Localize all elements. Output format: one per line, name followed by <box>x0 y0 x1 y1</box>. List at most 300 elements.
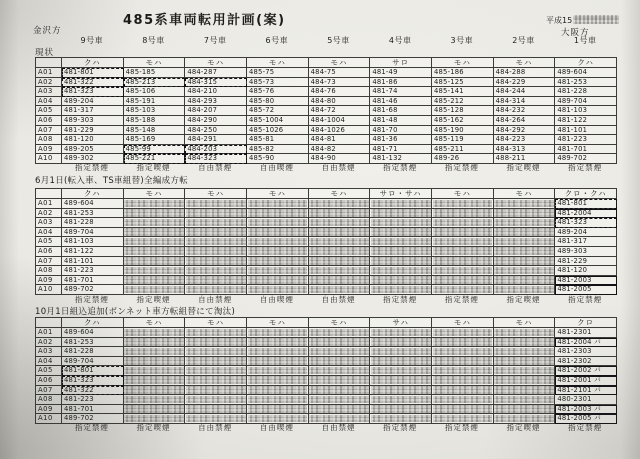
smoking-label: 指定禁煙 <box>444 295 479 304</box>
redacted-cell <box>124 218 186 228</box>
car-type-header: モハ <box>494 58 556 68</box>
redaction-mosaic <box>433 386 493 394</box>
car-cell: 484-292 <box>494 126 556 136</box>
smoking-label: 自由禁煙 <box>198 295 233 304</box>
redacted-cell <box>432 237 494 247</box>
redaction-mosaic <box>371 209 431 217</box>
car-number-label: 7号車 <box>203 36 227 45</box>
redacted-cell <box>247 285 309 295</box>
car-cell: 484-1004 <box>309 116 371 126</box>
redaction-mosaic <box>248 219 308 227</box>
smoking-label: 指定喫煙 <box>136 295 171 304</box>
redacted-cell <box>309 228 371 238</box>
redaction-mosaic <box>309 338 369 346</box>
car-cell: 489-702 <box>62 414 124 424</box>
car-cell: 481-228 <box>62 347 124 357</box>
row-label: A06 <box>36 247 62 257</box>
redacted-cell <box>494 257 556 267</box>
section-label-october: 10月1日組込追加(ボンネット車方転組替にて淘汰) <box>35 307 236 317</box>
car-cell: 481-229 <box>62 126 124 136</box>
car-type-header: サロ <box>370 58 432 68</box>
redaction-mosaic <box>494 329 554 337</box>
redacted-cell <box>309 285 371 295</box>
redacted-cell <box>494 395 556 405</box>
car-cell: 481-101 <box>555 126 617 136</box>
redaction-mosaic <box>248 329 308 337</box>
redacted-cell <box>247 228 309 238</box>
car-type-header: モハ <box>124 318 186 328</box>
row-label: A03 <box>36 347 62 357</box>
smoking-label: 指定禁煙 <box>74 163 109 172</box>
row-label: A04 <box>36 97 62 107</box>
redaction-mosaic <box>371 396 431 404</box>
redacted-cell <box>247 338 309 348</box>
redacted-cell <box>309 209 371 219</box>
redacted-cell <box>247 237 309 247</box>
car-cell: 485-82 <box>247 145 309 155</box>
redaction-mosaic <box>433 348 493 356</box>
redaction-mosaic <box>186 367 246 375</box>
redacted-cell <box>247 209 309 219</box>
redaction-mosaic <box>309 405 369 413</box>
redaction-mosaic <box>248 257 308 265</box>
redacted-cell <box>309 357 371 367</box>
redacted-cell <box>185 209 247 219</box>
car-cell: 484-291 <box>185 135 247 145</box>
redaction-mosaic <box>248 209 308 217</box>
redacted-cell <box>432 199 494 209</box>
direction-label-osaka: 大阪方 <box>561 28 590 38</box>
redacted-cell <box>247 266 309 276</box>
car-cell: 485-162 <box>432 116 494 126</box>
redaction-mosaic <box>433 238 493 246</box>
car-cell: 481-122 <box>62 247 124 257</box>
redaction-mosaic <box>186 209 246 217</box>
car-cell: 489-604 <box>62 199 124 209</box>
row-label: A02 <box>36 338 62 348</box>
car-cell: 481-2301 <box>555 328 617 338</box>
redacted-cell <box>247 395 309 405</box>
redacted-cell <box>124 257 186 267</box>
redaction-mosaic <box>433 329 493 337</box>
redaction-mosaic <box>186 376 246 384</box>
redacted-cell <box>124 376 186 386</box>
june-formation-table <box>35 188 617 295</box>
redaction-mosaic <box>371 228 431 236</box>
redacted-cell <box>124 209 186 219</box>
row-label: A03 <box>36 218 62 228</box>
redacted-cell <box>494 247 556 257</box>
redaction-mosaic <box>494 247 554 255</box>
redacted-cell <box>494 386 556 396</box>
smoking-row-spacer <box>35 423 61 433</box>
smoking-row-june <box>35 295 616 305</box>
row-label: A10 <box>36 154 62 164</box>
car-cell: 484-293 <box>185 97 247 107</box>
redacted-cell <box>432 405 494 415</box>
redacted-cell <box>124 228 186 238</box>
redaction-mosaic <box>371 219 431 227</box>
car-cell: 481-701 <box>62 276 124 286</box>
redaction-mosaic <box>494 238 554 246</box>
redaction-mosaic <box>371 348 431 356</box>
redaction-mosaic <box>248 286 308 294</box>
redaction-mosaic <box>433 276 493 284</box>
redacted-cell <box>309 347 371 357</box>
car-cell: 485-185 <box>124 68 186 78</box>
redaction-mosaic <box>248 357 308 365</box>
current-formation-table <box>35 57 617 164</box>
smoking-label: 指定喫煙 <box>136 163 171 172</box>
redacted-cell <box>370 386 432 396</box>
redacted-cell <box>247 218 309 228</box>
row-label: A09 <box>36 145 62 155</box>
redaction-mosaic <box>494 209 554 217</box>
smoking-label: 自由禁煙 <box>321 295 356 304</box>
redacted-cell <box>370 395 432 405</box>
car-cell: 485-212 <box>432 97 494 107</box>
redaction-mosaic <box>248 228 308 236</box>
redaction-mosaic <box>494 286 554 294</box>
document-title: 485系車両転用計画(案) <box>123 13 286 28</box>
car-cell: 481-223 <box>62 395 124 405</box>
car-cell: 481-317 <box>555 237 617 247</box>
row-label: A10 <box>36 285 62 295</box>
smoking-row-october <box>35 423 616 433</box>
redaction-mosaic <box>433 338 493 346</box>
car-number-label: 4号車 <box>388 36 412 45</box>
car-cell: 484-82 <box>309 145 371 155</box>
redaction-mosaic <box>124 338 184 346</box>
redaction-mosaic <box>248 267 308 275</box>
redaction-mosaic <box>494 348 554 356</box>
redacted-cell <box>124 199 186 209</box>
redaction-mosaic <box>371 257 431 265</box>
smoking-label: 指定禁煙 <box>568 295 603 304</box>
redacted-cell <box>432 209 494 219</box>
car-cell: 481-2003 バ <box>555 405 617 415</box>
car-cell: 489-704 <box>62 357 124 367</box>
car-cell: 485-1004 <box>247 116 309 126</box>
redacted-cell <box>124 276 186 286</box>
car-cell: 481-223 <box>555 135 617 145</box>
redacted-cell <box>432 285 494 295</box>
redacted-cell <box>494 328 556 338</box>
redacted-cell <box>185 285 247 295</box>
car-cell: 481-2005 バ <box>555 414 617 424</box>
redacted-cell <box>309 405 371 415</box>
smoking-label: 指定禁煙 <box>568 163 603 172</box>
car-cell: 484-1026 <box>309 126 371 136</box>
redaction-mosaic <box>309 357 369 365</box>
car-type-header: モハ <box>185 58 247 68</box>
car-cell: 485-99 <box>124 145 186 155</box>
smoking-label: 指定禁煙 <box>383 423 418 432</box>
car-type-header: モハ <box>494 318 556 328</box>
redaction-mosaic <box>371 415 431 423</box>
car-cell: 481-120 <box>62 135 124 145</box>
redaction-mosaic <box>433 286 493 294</box>
redaction-mosaic <box>309 200 369 208</box>
redacted-cell <box>494 199 556 209</box>
redacted-cell <box>432 347 494 357</box>
car-cell: 489-302 <box>62 154 124 164</box>
redacted-cell <box>494 218 556 228</box>
car-cell: 484-264 <box>494 116 556 126</box>
redaction-mosaic <box>371 367 431 375</box>
car-cell: 485-119 <box>432 135 494 145</box>
redaction-mosaic <box>371 276 431 284</box>
smoking-label: 自由喫煙 <box>259 295 294 304</box>
car-type-header: クハ <box>62 318 124 328</box>
redaction-mosaic <box>309 376 369 384</box>
car-cell: 481-323 <box>62 376 124 386</box>
car-type-header: モハ <box>494 189 556 199</box>
smoking-label: 自由喫煙 <box>259 163 294 172</box>
car-cell: 481-49 <box>370 68 432 78</box>
redacted-cell <box>309 237 371 247</box>
car-type-header: モハ <box>185 189 247 199</box>
redaction-mosaic <box>309 329 369 337</box>
row-label: A07 <box>36 257 62 267</box>
redaction-mosaic <box>124 228 184 236</box>
redaction-mosaic <box>309 367 369 375</box>
redaction-mosaic <box>124 257 184 265</box>
redacted-cell <box>247 328 309 338</box>
redacted-cell <box>247 386 309 396</box>
redacted-cell <box>432 357 494 367</box>
car-type-header: サロ・サハ <box>370 189 432 199</box>
redaction-mosaic <box>371 238 431 246</box>
car-cell: 485-141 <box>432 87 494 97</box>
redacted-cell <box>494 266 556 276</box>
redaction-mosaic <box>494 338 554 346</box>
redaction-mosaic <box>186 247 246 255</box>
car-type-header: モハ <box>185 318 247 328</box>
redacted-cell <box>432 366 494 376</box>
table-corner-cell <box>36 189 62 199</box>
row-label: A05 <box>36 366 62 376</box>
car-cell: 485-75 <box>247 68 309 78</box>
car-cell: 489-26 <box>432 154 494 164</box>
redaction-mosaic <box>248 247 308 255</box>
redaction-mosaic <box>186 267 246 275</box>
car-cell: 485-190 <box>432 126 494 136</box>
redacted-cell <box>432 218 494 228</box>
redaction-mosaic <box>124 276 184 284</box>
car-cell: 481-74 <box>370 87 432 97</box>
car-cell: 484-288 <box>494 68 556 78</box>
redacted-cell <box>124 266 186 276</box>
car-cell: 481-801 <box>62 366 124 376</box>
redacted-cell <box>185 237 247 247</box>
redacted-cell <box>309 395 371 405</box>
car-cell: 481-323 <box>555 218 617 228</box>
redaction-mosaic <box>309 247 369 255</box>
car-cell: 481-228 <box>555 87 617 97</box>
redaction-mosaic <box>433 396 493 404</box>
car-cell: 484-250 <box>185 126 247 136</box>
smoking-row-spacer <box>35 295 61 305</box>
redaction-mosaic <box>309 348 369 356</box>
car-type-header: モハ <box>247 318 309 328</box>
redaction-mosaic <box>248 367 308 375</box>
redaction-mosaic <box>494 257 554 265</box>
smoking-label: 指定禁煙 <box>444 423 479 432</box>
car-cell: 485-106 <box>124 87 186 97</box>
car-type-header: モハ <box>247 189 309 199</box>
row-label: A09 <box>36 405 62 415</box>
smoking-label: 指定喫煙 <box>506 163 541 172</box>
redaction-mosaic <box>433 415 493 423</box>
redacted-cell <box>432 266 494 276</box>
redacted-cell <box>185 347 247 357</box>
redacted-cell <box>432 386 494 396</box>
redaction-mosaic <box>371 247 431 255</box>
car-cell: 484-203 <box>185 145 247 155</box>
row-label: A10 <box>36 414 62 424</box>
redacted-date-block <box>573 15 619 24</box>
redacted-cell <box>309 276 371 286</box>
redacted-cell <box>124 386 186 396</box>
redacted-cell <box>247 347 309 357</box>
row-label: A01 <box>36 328 62 338</box>
redaction-mosaic <box>433 247 493 255</box>
car-type-header: サハ <box>370 318 432 328</box>
car-type-header: モハ <box>432 318 494 328</box>
car-type-header: モハ <box>124 58 186 68</box>
redacted-cell <box>370 405 432 415</box>
redacted-cell <box>370 228 432 238</box>
car-cell: 485-73 <box>247 78 309 88</box>
car-cell: 481-86 <box>370 78 432 88</box>
car-cell: 481-701 <box>62 405 124 415</box>
car-number-label: 8号車 <box>142 36 165 45</box>
redacted-cell <box>494 376 556 386</box>
redaction-mosaic <box>371 386 431 394</box>
redaction-mosaic <box>309 257 369 265</box>
car-cell: 481-103 <box>62 237 124 247</box>
redaction-mosaic <box>186 257 246 265</box>
redaction-mosaic <box>248 238 308 246</box>
redacted-cell <box>494 209 556 219</box>
car-cell: 484-73 <box>309 78 371 88</box>
car-cell: 485-76 <box>247 87 309 97</box>
redacted-cell <box>309 199 371 209</box>
redacted-cell <box>432 395 494 405</box>
redacted-cell <box>185 405 247 415</box>
car-cell: 484-207 <box>185 106 247 116</box>
table-corner-cell <box>36 58 62 68</box>
redaction-mosaic <box>124 219 184 227</box>
redaction-mosaic <box>186 200 246 208</box>
redaction-mosaic <box>433 200 493 208</box>
redacted-cell <box>185 338 247 348</box>
redaction-mosaic <box>433 219 493 227</box>
redacted-cell <box>370 366 432 376</box>
car-cell: 485-125 <box>432 78 494 88</box>
redaction-mosaic <box>124 396 184 404</box>
redaction-mosaic <box>494 386 554 394</box>
era-date-prefix: 平成15 <box>546 16 573 25</box>
redaction-mosaic <box>124 247 184 255</box>
car-cell: 484-314 <box>494 97 556 107</box>
redaction-mosaic <box>248 348 308 356</box>
redaction-mosaic <box>309 286 369 294</box>
row-label: A08 <box>36 395 62 405</box>
redacted-cell <box>247 357 309 367</box>
smoking-label: 指定喫煙 <box>506 423 541 432</box>
redacted-cell <box>124 357 186 367</box>
car-cell: 485-188 <box>124 116 186 126</box>
redaction-mosaic <box>494 276 554 284</box>
car-cell: 489-704 <box>555 97 617 107</box>
era-date <box>546 15 619 26</box>
redaction-mosaic <box>124 329 184 337</box>
redacted-cell <box>494 405 556 415</box>
smoking-label: 指定禁煙 <box>74 423 109 432</box>
car-cell: 489-303 <box>555 247 617 257</box>
car-cell: 481-122 <box>555 116 617 126</box>
redacted-cell <box>309 247 371 257</box>
redaction-mosaic <box>186 415 246 423</box>
car-cell: 489-604 <box>62 328 124 338</box>
car-cell: 481-228 <box>62 218 124 228</box>
redaction-mosaic <box>186 228 246 236</box>
redaction-mosaic <box>124 238 184 246</box>
car-cell: 481-2101 バ <box>555 386 617 396</box>
redaction-mosaic <box>309 238 369 246</box>
redaction-mosaic <box>371 405 431 413</box>
table-corner-cell <box>36 318 62 328</box>
redacted-cell <box>370 209 432 219</box>
redaction-mosaic <box>248 200 308 208</box>
redaction-mosaic <box>433 267 493 275</box>
redaction-mosaic <box>124 286 184 294</box>
car-type-header: クハ <box>62 58 124 68</box>
car-cell: 481-801 <box>555 199 617 209</box>
smoking-label: 指定禁煙 <box>444 163 479 172</box>
row-label: A01 <box>36 199 62 209</box>
car-cell: 481-48 <box>370 116 432 126</box>
car-cell: 481-2003 <box>555 276 617 286</box>
car-cell: 485-191 <box>124 97 186 107</box>
redacted-cell <box>494 357 556 367</box>
car-cell: 484-287 <box>185 68 247 78</box>
car-cell: 481-71 <box>370 145 432 155</box>
redacted-cell <box>124 237 186 247</box>
car-cell: 481-2004 バ <box>555 338 617 348</box>
redaction-mosaic <box>433 405 493 413</box>
car-cell: 484-72 <box>309 106 371 116</box>
redacted-cell <box>185 247 247 257</box>
car-cell: 481-2001 バ <box>555 376 617 386</box>
car-type-header: モハ <box>432 189 494 199</box>
car-cell: 481-253 <box>62 338 124 348</box>
redacted-cell <box>370 357 432 367</box>
redaction-mosaic <box>124 405 184 413</box>
car-cell: 489-704 <box>62 228 124 238</box>
redacted-cell <box>370 199 432 209</box>
car-type-header: モハ <box>124 189 186 199</box>
row-label: A01 <box>36 68 62 78</box>
redaction-mosaic <box>433 257 493 265</box>
car-type-header: モハ <box>247 58 309 68</box>
redaction-mosaic <box>248 276 308 284</box>
redaction-mosaic <box>186 396 246 404</box>
car-cell: 481-132 <box>370 154 432 164</box>
car-cell: 488-211 <box>494 154 556 164</box>
